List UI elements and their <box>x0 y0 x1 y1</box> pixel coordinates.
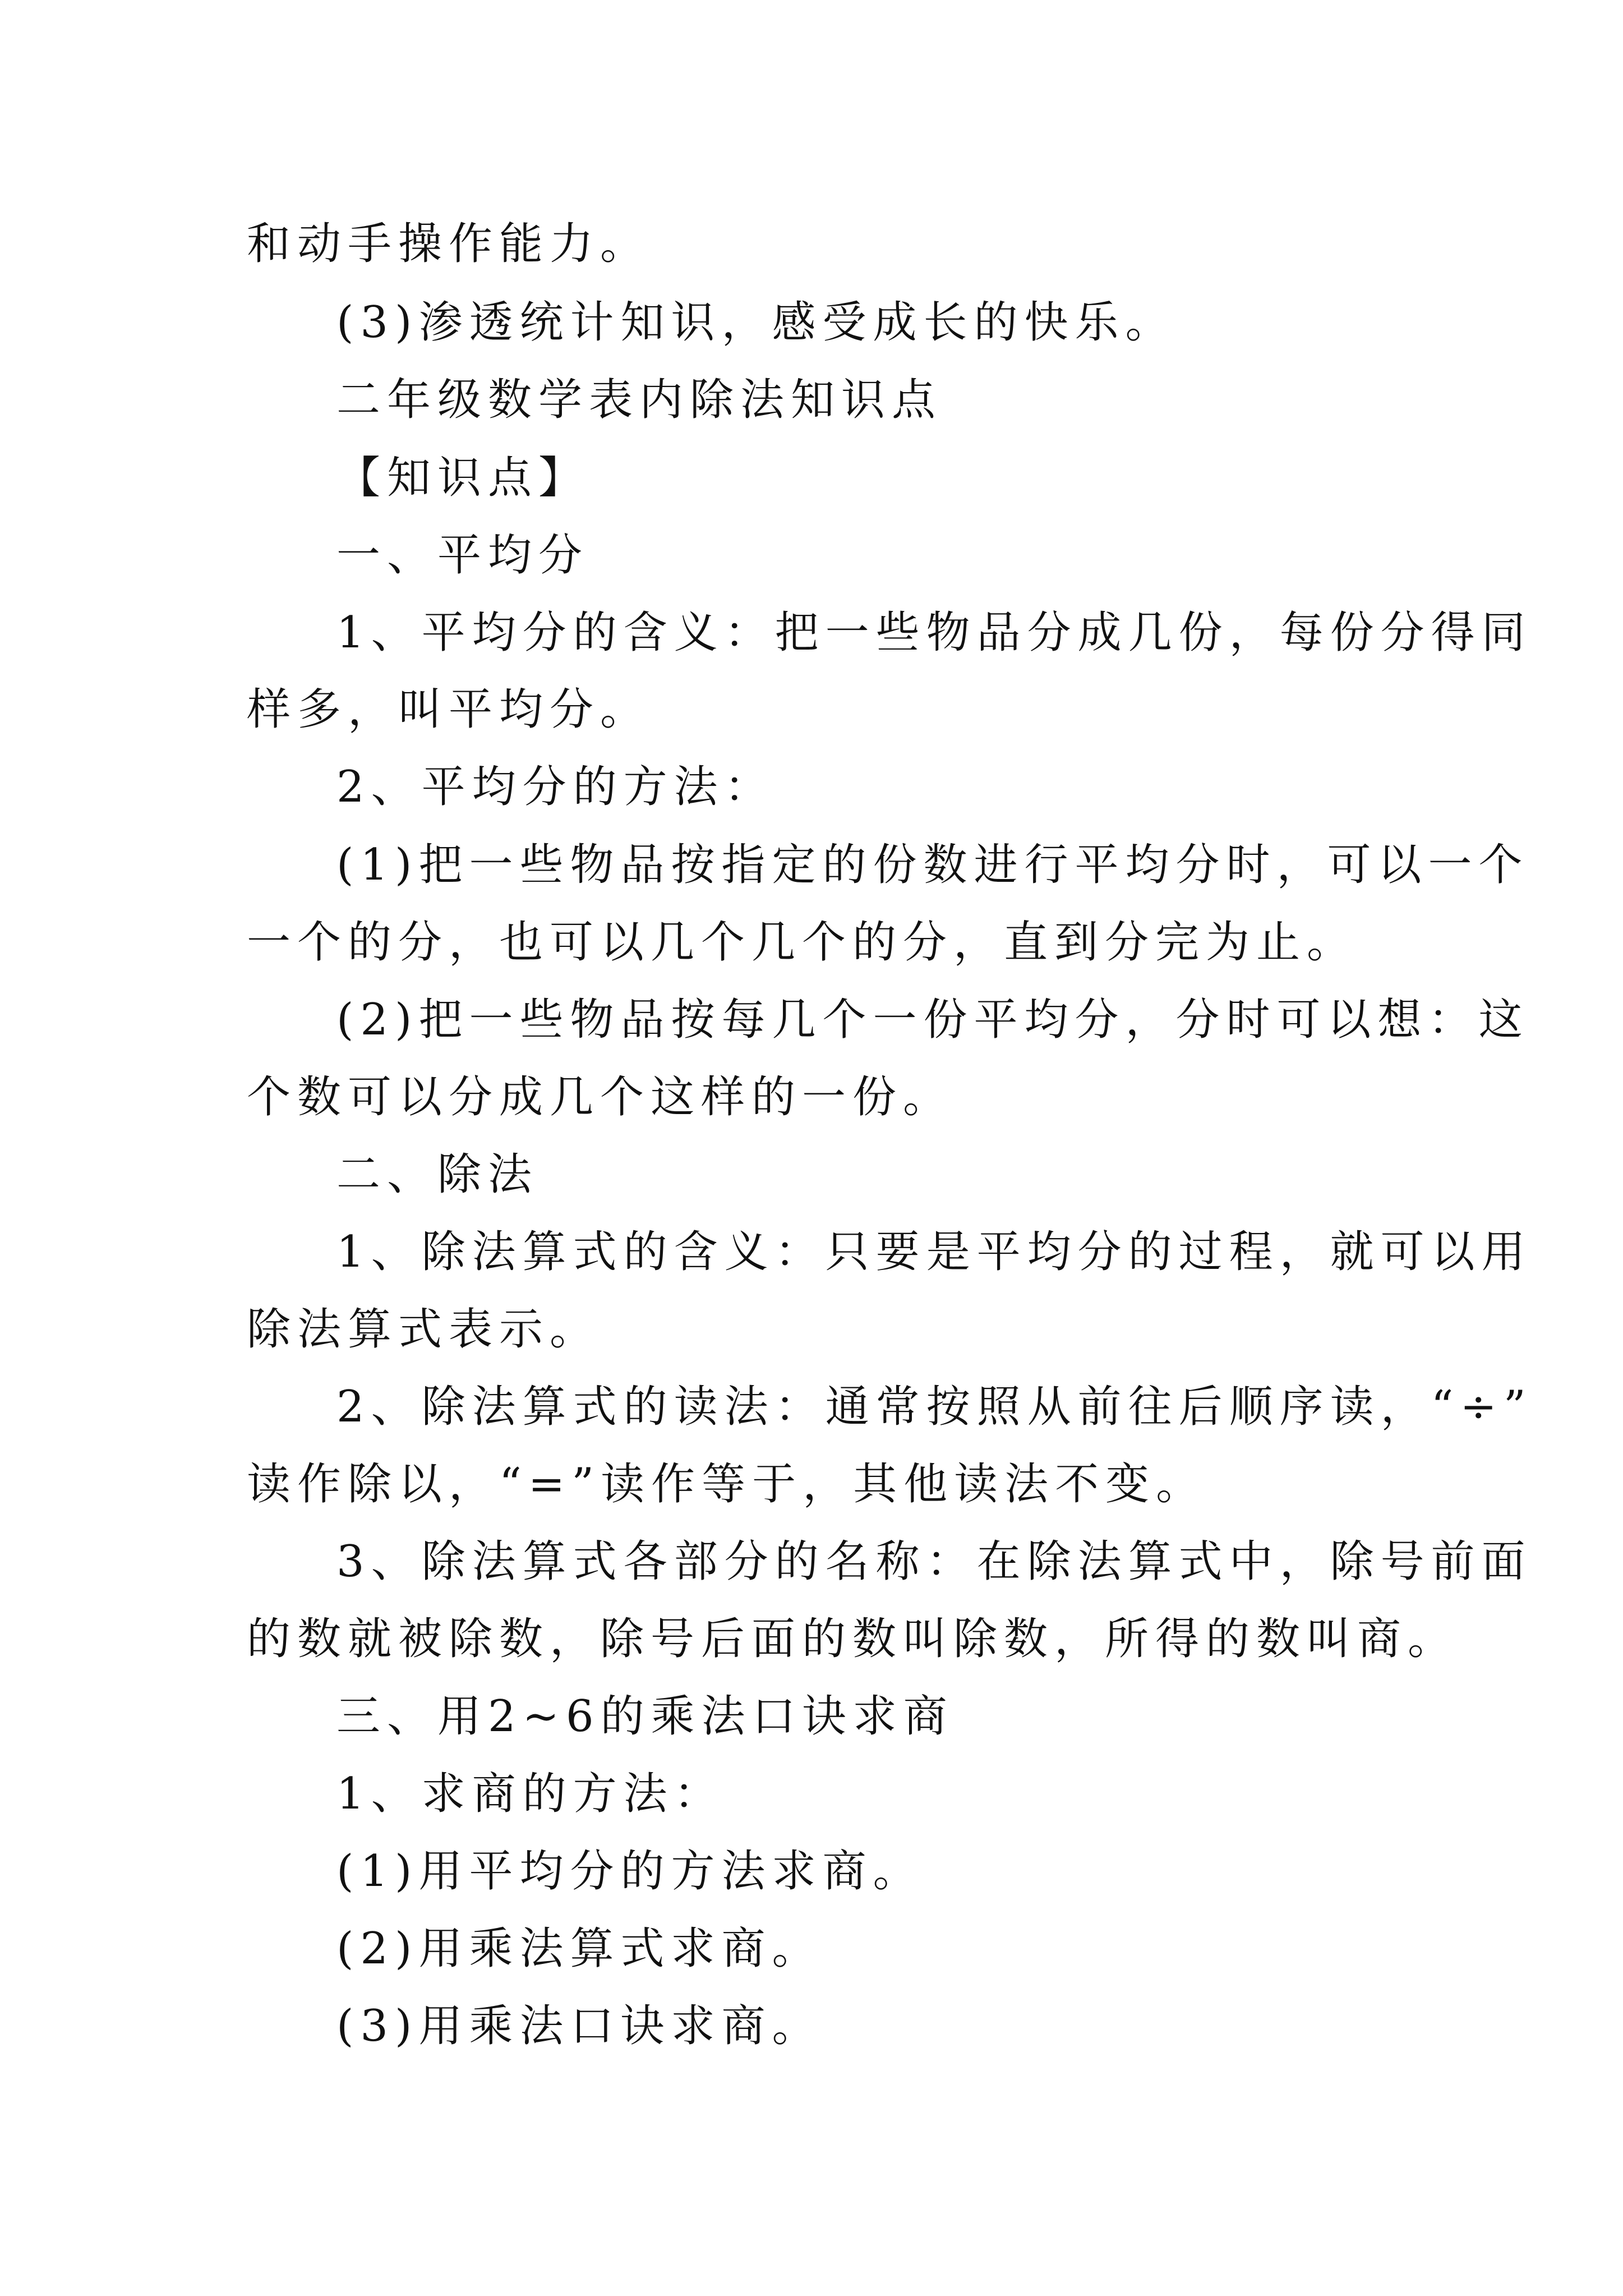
text-line <box>0 742 1623 832</box>
text-line <box>0 588 1623 678</box>
text-line <box>0 1052 1623 1142</box>
line-text: 3、除法算式各部分的名称：在除法算式中，除号前面 <box>336 1536 1532 1587</box>
line-text: 1、平均分的含义：把一些物品分成几份，每份分得同 <box>336 608 1532 658</box>
line-text: 样多，叫平均分。 <box>247 684 651 735</box>
line-text: (3)用乘法口诀求商。 <box>336 2001 823 2051</box>
line-text: (1)用平均分的方法求商。 <box>336 1846 924 1897</box>
line-text: 2、平均分的方法： <box>336 762 775 812</box>
line-text: 的数就被除数，除号后面的数叫除数，所得的数叫商。 <box>247 1614 1459 1664</box>
line-text: 二、除法 <box>336 1149 539 1200</box>
line-text: 除法算式表示。 <box>247 1304 601 1355</box>
text-line <box>0 665 1623 754</box>
text-line <box>0 1981 1623 2071</box>
line-text: 一个的分，也可以几个几个的分，直到分完为止。 <box>247 917 1358 968</box>
section-heading <box>0 1130 1623 1220</box>
text-line <box>0 1904 1623 1994</box>
text-line <box>0 1285 1623 1374</box>
section-heading <box>0 510 1623 600</box>
line-text: 一、平均分 <box>336 530 589 581</box>
text-line <box>0 1362 1623 1452</box>
text-line <box>0 1749 1623 1839</box>
section-title <box>0 355 1623 445</box>
line-text: 读作除以，“=”读作等于，其他读法不变。 <box>247 1459 1207 1510</box>
text-line <box>0 975 1623 1065</box>
line-text: 和动手操作能力。 <box>247 219 651 269</box>
line-text: 2、除法算式的读法：通常按照从前往后顺序读，“÷” <box>336 1382 1533 1432</box>
text-line <box>0 1207 1623 1297</box>
line-text: (2)把一些物品按每几个一份平均分，分时可以想：这 <box>336 995 1529 1045</box>
line-text: 1、求商的方法： <box>336 1769 725 1819</box>
line-text: 1、除法算式的含义：只要是平均分的过程，就可以用 <box>336 1227 1532 1277</box>
line-text: (3)渗透统计知识，感受成长的快乐。 <box>336 297 1176 348</box>
line-text: 【知识点】 <box>336 453 589 503</box>
text-line <box>0 898 1623 987</box>
text-line <box>0 1517 1623 1607</box>
line-text: (1)把一些物品按指定的份数进行平均分时，可以一个 <box>336 840 1529 890</box>
text-line <box>0 1594 1623 1684</box>
text-line <box>0 820 1623 910</box>
text-line <box>0 1826 1623 1916</box>
text-line <box>0 278 1623 367</box>
line-text: 个数可以分成几个这样的一份。 <box>247 1072 954 1122</box>
line-text: 二年级数学表内除法知识点 <box>336 375 943 425</box>
section-heading <box>0 1672 1623 1761</box>
line-text: 三、用2~6的乘法口诀求商 <box>336 1691 954 1742</box>
line-text: (2)用乘法算式求商。 <box>336 1924 823 1974</box>
text-line <box>0 1439 1623 1529</box>
section-heading <box>0 433 1623 523</box>
text-line <box>0 199 1623 289</box>
